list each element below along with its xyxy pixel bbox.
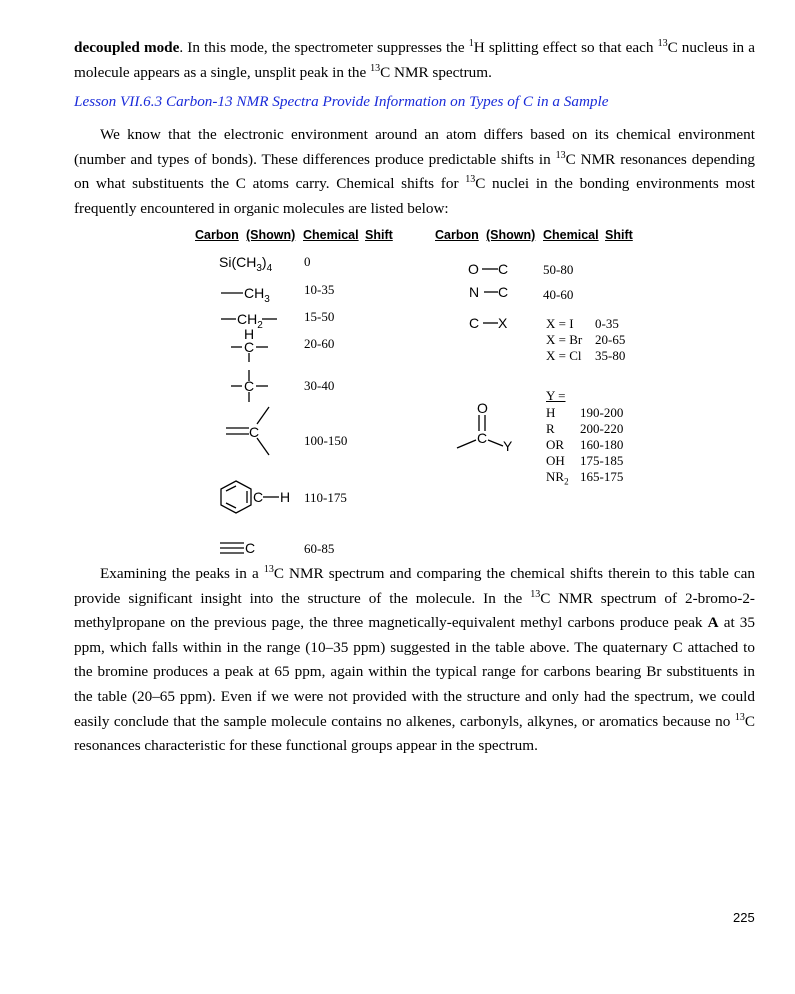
ether-o-label: O xyxy=(468,261,479,277)
header-shown: (Shown) xyxy=(246,228,296,242)
header-shift: Shift xyxy=(605,228,633,242)
shift-value: 190-200 xyxy=(580,405,624,420)
intro-text: H splitting effect so that each xyxy=(473,39,658,56)
superscript: 13 xyxy=(657,38,668,49)
para-text: at 35 ppm, which falls within in the range (10–35 ppm) suggested in the table above. The quaternary C attached to the bromine produces a peak at 65 ppm, again within the typical range for carbons bearing Br substituents in the table (20–65 ppm). Even if we were not provided with the structure and only had the spectrum, we could easily conclude that the sample molecule contains no alkenes, carbonyls, alkynes, or aromatics because no xyxy=(74,614,755,730)
carbonyl-y-label: Y xyxy=(503,438,513,454)
aromatic-h-label: H xyxy=(280,489,291,505)
carbonyl-y: OR xyxy=(546,437,565,452)
superscript: 13 xyxy=(370,62,381,74)
intro-text: . In this mode, the spectrometer suppresses the xyxy=(179,39,469,56)
header-carbon: Carbon xyxy=(435,228,479,242)
amine-n-label: N xyxy=(469,284,480,300)
header-chemical: Chemical xyxy=(303,228,359,242)
halide-c-label: C xyxy=(469,315,480,331)
carbonyl-y: $NR_2$ xyxy=(546,469,569,487)
shift-value: 175-185 xyxy=(580,453,624,468)
quaternary-c-label: C xyxy=(244,378,255,394)
shift-value: 35-80 xyxy=(595,348,626,363)
body-paragraph-2 xyxy=(74,562,755,759)
methine-c-label: C xyxy=(244,339,255,355)
superscript: 13 xyxy=(263,564,274,575)
shift-value: 50-80 xyxy=(543,262,574,277)
shift-value: 100-150 xyxy=(304,433,348,448)
shift-value: 20-65 xyxy=(595,332,626,347)
para-text: C nuclei in the bonding environments most frequently encountered in organic molecules are listed below: xyxy=(74,175,755,217)
para-text: C NMR spectrum and comparing the chemical shifts therein to this table can provide significant insight into the structure of the molecule. In the xyxy=(74,565,755,607)
decoupled-mode-term: decoupled mode xyxy=(74,39,180,56)
carbonyl-y: OH xyxy=(546,453,565,468)
shift-value: 200-220 xyxy=(580,421,624,436)
methyl-label: $CH_3$ xyxy=(244,285,270,305)
para-text: C resonances characteristic for these functional groups appear in the spectrum. xyxy=(74,712,755,755)
intro-text: C nucleus in a molecule appears as a single, unsplit peak in the xyxy=(74,39,755,81)
alkene-c-label: C xyxy=(249,424,260,440)
shift-value: 160-180 xyxy=(580,437,624,452)
shift-value: 40-60 xyxy=(543,287,574,302)
shift-value: 0-35 xyxy=(595,316,619,331)
aromatic-c-label: C xyxy=(253,489,264,505)
halide-x: X = Cl xyxy=(546,348,582,363)
shift-value: 15-50 xyxy=(304,309,335,324)
page-number: 225 xyxy=(733,910,755,925)
methine-h-label: H xyxy=(244,326,255,342)
header-shift: Shift xyxy=(365,228,393,242)
shift-value: 110-175 xyxy=(304,490,347,505)
carbonyl-c-label: C xyxy=(477,430,488,446)
shift-value: 165-175 xyxy=(580,469,624,484)
header-shown: (Shown) xyxy=(486,228,536,242)
carbonyl-y: H xyxy=(546,405,556,420)
superscript: 13 xyxy=(734,711,745,723)
header-chemical: Chemical xyxy=(543,228,599,242)
superscript: 1 xyxy=(468,38,474,49)
ether-c-label: C xyxy=(498,261,509,277)
para-text: We know that the electronic environment around an atom differs based on its chemical environment (number and types of bonds). These differences produce predictable shifts in xyxy=(74,126,755,168)
methylene-label: $CH_2$ xyxy=(237,311,263,331)
halide-x: X = I xyxy=(546,316,574,331)
para-text: C NMR spectrum of 2-bromo-2-methylpropane on the previous page, the three magnetically-equivalent methyl carbons produce peak xyxy=(74,589,755,632)
carbonyl-y-header: Y = xyxy=(546,388,566,403)
halide-x: X = Br xyxy=(546,332,583,347)
superscript: 13 xyxy=(530,588,541,600)
para-text: C NMR resonances depending on what substituents the C atoms carry. Chemical shifts for xyxy=(74,150,756,193)
shift-value: 10-35 xyxy=(304,282,335,297)
shift-value: 30-40 xyxy=(304,378,335,393)
header-carbon: Carbon xyxy=(195,228,239,242)
superscript: 13 xyxy=(555,149,566,161)
para-text: Examining the peaks in a xyxy=(100,565,264,582)
amine-c-label: C xyxy=(498,284,509,300)
carbonyl-y: R xyxy=(546,421,555,436)
alkyne-c-label: C xyxy=(245,540,256,556)
halide-x-label: X xyxy=(498,315,508,331)
shift-value: 60-85 xyxy=(304,541,335,556)
superscript: 13 xyxy=(465,174,476,186)
peak-label: A xyxy=(707,614,719,632)
intro-text: C NMR spectrum. xyxy=(380,63,492,81)
carbonyl-o-label: O xyxy=(477,400,488,416)
lesson-heading: Lesson VII.6.3 Carbon-13 NMR Spectra Provide Information on Types of C in a Sample xyxy=(74,93,609,110)
shift-value: 20-60 xyxy=(304,336,335,351)
shift-value: 0 xyxy=(304,254,311,269)
tetramethylsilane-label: $Si(CH_3)_4$ xyxy=(219,254,273,274)
